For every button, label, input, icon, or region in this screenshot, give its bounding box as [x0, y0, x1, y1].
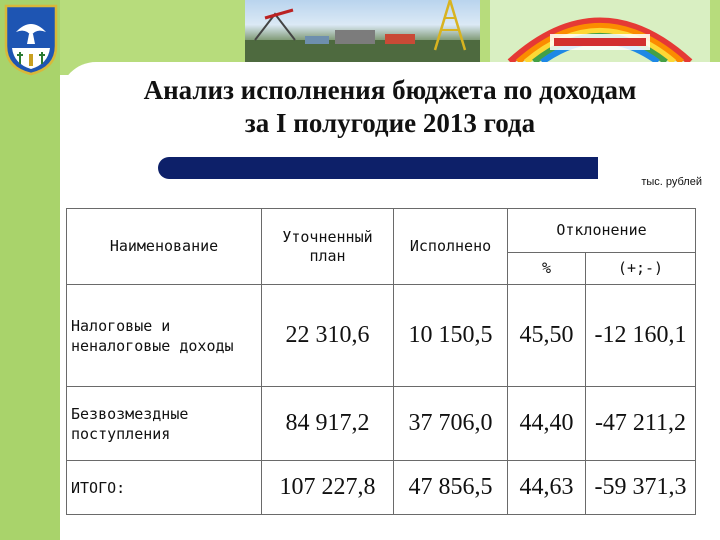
table-row: [67, 461, 696, 515]
row-executed: 47 856,5: [394, 461, 508, 515]
row-plan: 84 917,2: [262, 387, 394, 461]
title-line-1: Анализ исполнения бюджета по доходам: [143, 75, 637, 105]
header-percent: %: [508, 253, 586, 285]
header-plan: Уточненный план: [262, 209, 394, 285]
units-label: тыс. рублей: [641, 176, 702, 188]
row-plan: 22 310,6: [262, 285, 394, 387]
row-name: Налоговые и неналоговые доходы: [67, 285, 262, 387]
row-diff: -47 211,2: [586, 387, 696, 461]
table-row: [67, 387, 696, 461]
title-divider-bar: [158, 157, 598, 179]
row-percent: 44,63: [508, 461, 586, 515]
title-line-2: за I полугодие 2013 года: [244, 108, 536, 138]
budget-table-container: [66, 208, 696, 515]
left-decorative-strip: [0, 0, 60, 540]
row-percent: 45,50: [508, 285, 586, 387]
row-plan: 107 227,8: [262, 461, 394, 515]
row-diff: -59 371,3: [586, 461, 696, 515]
row-name: ИТОГО:: [67, 461, 262, 515]
row-name: Безвозмездные поступления: [67, 387, 262, 461]
row-executed: 37 706,0: [394, 387, 508, 461]
budget-table: [66, 208, 696, 515]
table-row: [67, 285, 696, 387]
row-executed: 10 150,5: [394, 285, 508, 387]
row-percent: 44,40: [508, 387, 586, 461]
header-deviation: Отклонение: [508, 209, 696, 253]
header-name: Наименование: [67, 209, 262, 285]
row-diff: -12 160,1: [586, 285, 696, 387]
page-title: [60, 74, 720, 140]
coat-of-arms-icon: [2, 2, 60, 76]
district-logo-icon: [490, 0, 710, 62]
header-executed: Исполнено: [394, 209, 508, 285]
oilfield-photo: [245, 0, 480, 62]
header-diff: (+;-): [586, 253, 696, 285]
